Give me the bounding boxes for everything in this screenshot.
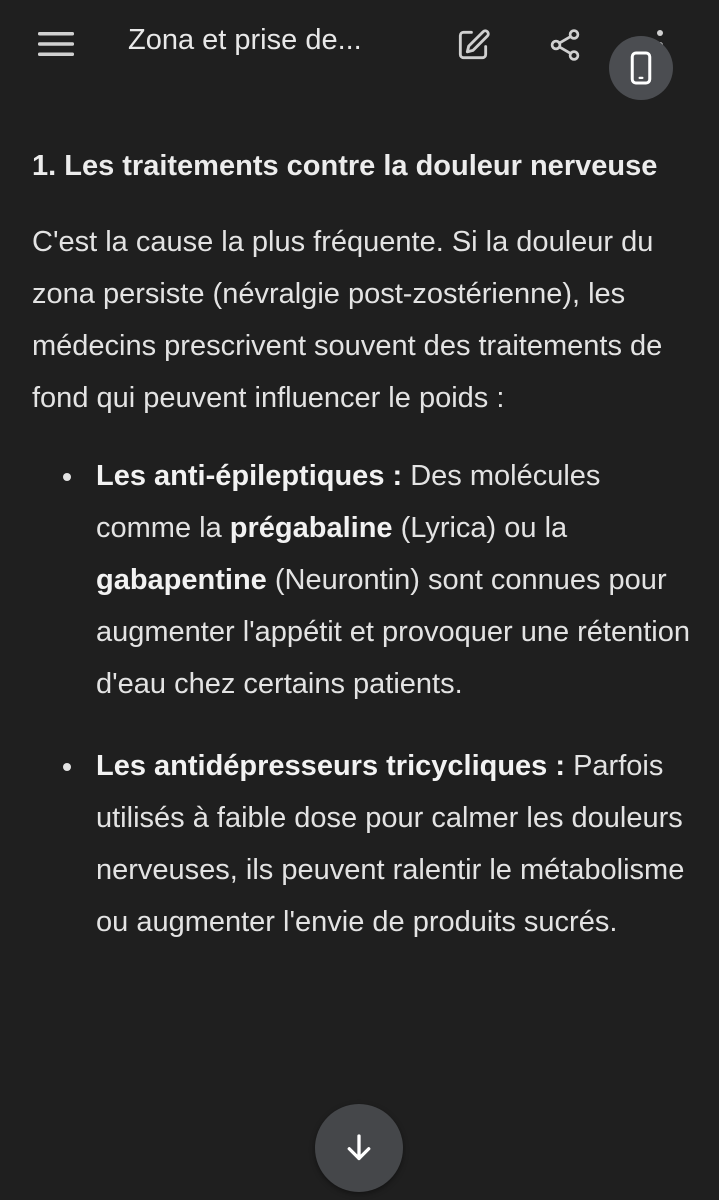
bullet-title: Les anti-épileptiques : [96,460,403,492]
section-heading: 1. Les traitements contre la douleur nerveuse [32,150,658,182]
bullet-title: Les antidépresseurs tricycliques : [96,750,566,782]
bullet-list [32,450,692,948]
share-icon [547,27,583,63]
scroll-to-bottom-button[interactable] [315,1104,403,1192]
bullet-text: (Neurontin) sont connues pour augmenter l'appétit et provoquer une rétention d'eau chez certains patients. [96,564,690,700]
list-item [32,740,692,948]
intro-paragraph: C'est la cause la plus fréquente. Si la douleur du zona persiste (névralgie post-zostérienne), les médecins prescrivent souvent des traitements de fond qui peuvent influencer le poids : [32,226,663,414]
top-app-bar [0,0,719,90]
menu-button[interactable] [30,22,82,66]
hamburger-menu-icon [36,30,76,58]
list-item [32,450,692,710]
drug-name: prégabaline [229,512,393,544]
conversation-title: Zona et prise de... [128,24,362,56]
arrow-down-icon [341,1130,377,1166]
new-chat-button[interactable] [450,22,496,68]
bullet-text: Des molécules comme la [96,460,601,544]
phone-device-icon [626,50,656,86]
bullet-text: (Lyrica) ou la [392,512,568,544]
bullet-dot [63,473,71,481]
device-toggle-button[interactable] [609,36,673,100]
bullet-dot [63,763,71,771]
bullet-text: Parfois utilisés à faible dose pour calmer les douleurs nerveuses, ils peuvent ralentir le métabolisme ou augmenter l'envie de produits sucrés. [96,750,685,938]
edit-icon [454,26,492,64]
drug-name: gabapentine [96,564,267,596]
share-button[interactable] [542,22,588,68]
message-content [32,140,692,978]
